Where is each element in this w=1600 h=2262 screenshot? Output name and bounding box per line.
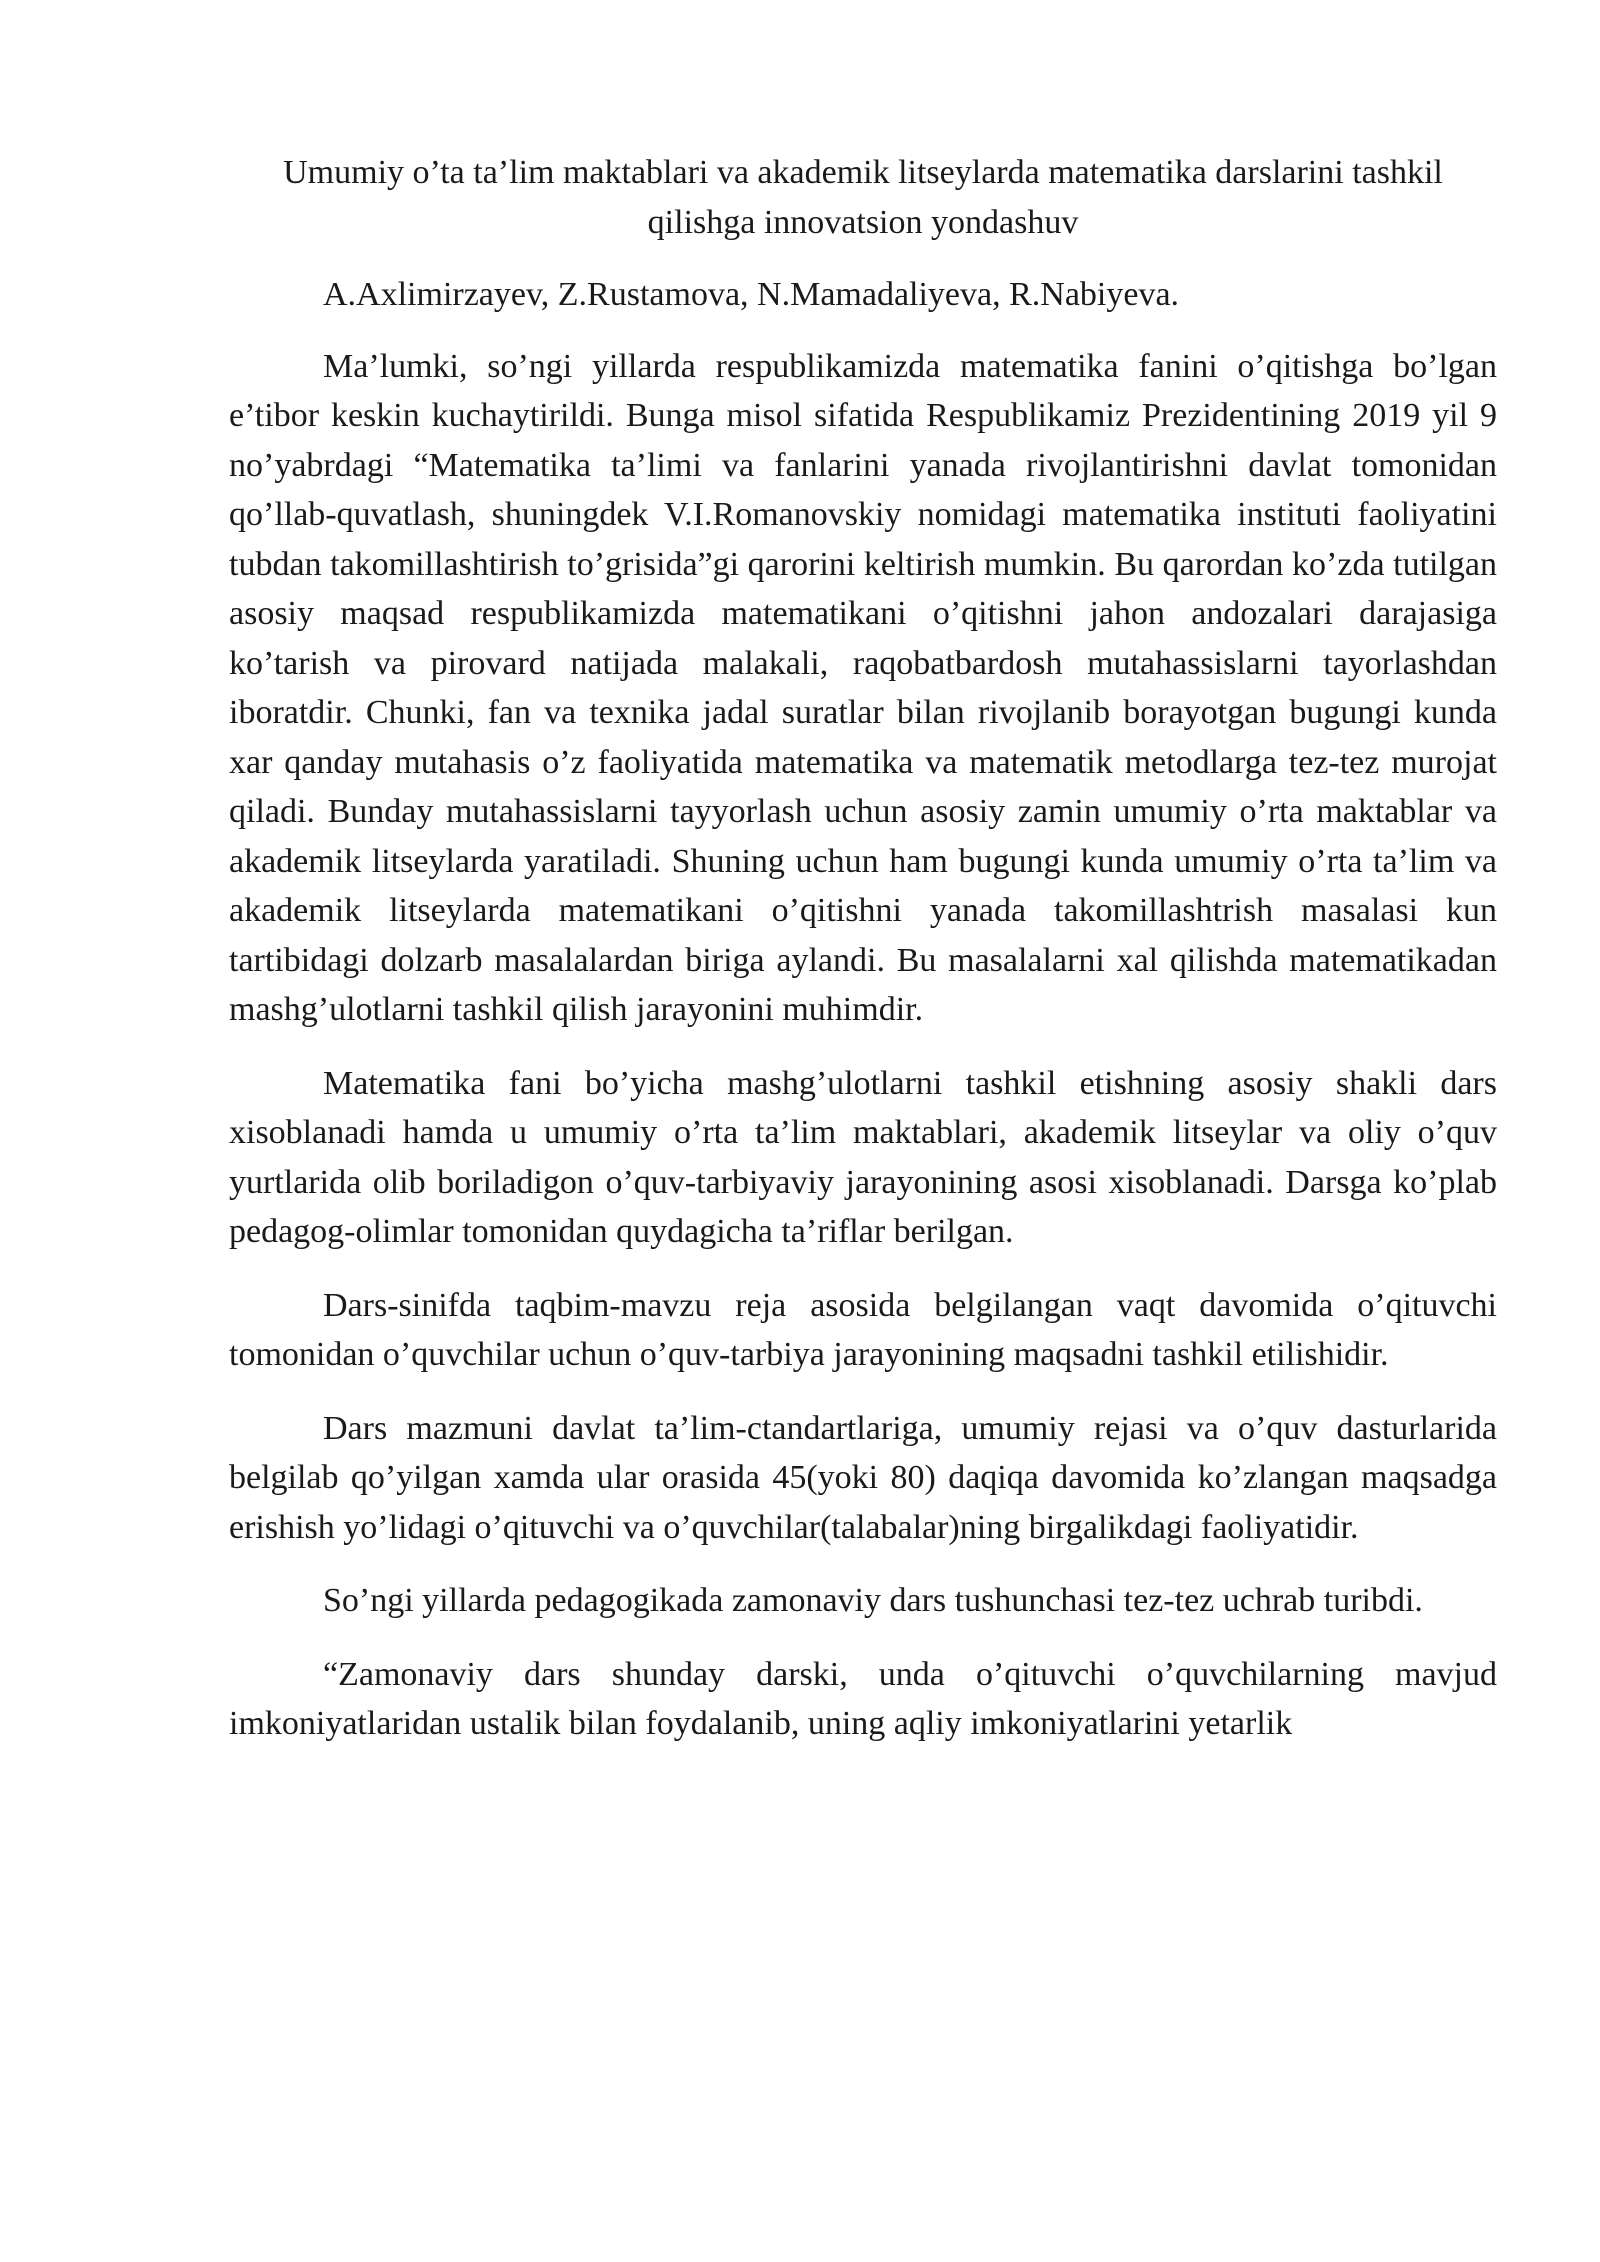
document-title: Umumiy o’ta ta’lim maktablari va akademik litseylarda matematika darslarini tashkil qilishga innovatsion yondashuv [283,154,1443,241]
body-paragraph-4: Dars mazmuni davlat ta’lim-ctandartlariga, umumiy rejasi va o’quv dasturlarida belgilab qo’yilgan xamda ular orasida 45(yoki 80) daqiqa davomida ko’zlangan maqsadga erishish yo’lidagi o’qituvchi va o’quvchilar(talabalar)ning birgalikdagi faoliyatidir. [229,1409,1497,1546]
body-paragraph-3: Dars-sinifda taqbim-mavzu reja asosida belgilangan vaqt davomida o’qituvchi tomonidan o’quvchilar uchun o’quv-tarbiya jarayonining maqsadni tashkil etilishidir. [229,1286,1497,1373]
body-paragraph-2: Matematika fani bo’yicha mashg’ulotlarni tashkil etishning asosiy shakli dars xisoblanadi hamda u umumiy o’rta ta’lim maktablari, akademik litseylar va oliy o’quv yurtlarida olib boriladigon o’quv-tarbiyaviy jarayonining asosi xisoblanadi. Darsga ko’plab pedagog-olimlar tomonidan quydagicha ta’riflar berilgan. [229,1064,1497,1250]
body-paragraph-6: “Zamonaviy dars shunday darski, unda o’qituvchi o’quvchilarning mavjud imkoniyatlaridan ustalik bilan foydalanib, uning aqliy imkoniyatlarini yetarlik [229,1655,1497,1742]
document-page [229,148,1497,1749]
body-paragraph-5: So’ngi yillarda pedagogikada zamonaviy dars tushunchasi tez-tez uchrab turibdi. [323,1582,1423,1619]
body-paragraph-1: Ma’lumki, so’ngi yillarda respublikamizda matematika fanini o’qitishga bo’lgan e’tibor keskin kuchaytirildi. Bunga misol sifatida Respublikamiz Prezidentining 2019 yil 9 no’yabrdagi “Matematika ta’limi va fanlarini yanada rivojlantirishni davlat tomonidan qo’llab-quvatlash, shuningdek V.I.Romanovskiy nomidagi matematika instituti faoliyatini tubdan takomillashtirish to’grisida”gi qarorini keltirish mumkin. Bu qarordan ko’zda tutilgan asosiy maqsad respublikamizda matematikani o’qitishni jahon andozalari darajasiga ko’tarish va pirovard natijada malakali, raqobatbardosh mutahassislarni tayorlashdan iboratdir. Chunki, fan va texnika jadal suratlar bilan rivojlanib borayotgan bugungi kunda xar qanday mutahasis o’z faoliyatida matematika va matematik metodlarga tez-tez murojat qiladi. Bunday mutahassislarni tayyorlash uchun asosiy zamin umumiy o’rta maktablar va akademik litseylarda yaratiladi. Shuning uchun ham bugungi kunda umumiy o’rta ta’lim va akademik litseylarda matematikani o’qitishni yanada takomillashtrish masalasi kun tartibidagi dolzarb masalalardan biriga aylandi. Bu masalalarni xal qilishda matematikadan mashg’ulotlarni tashkil qilish jarayonini muhimdir. [229,347,1497,1028]
document-authors: A.Axlimirzayev, Z.Rustamova, N.Mamadaliyeva, R.Nabiyeva. [323,276,1180,313]
